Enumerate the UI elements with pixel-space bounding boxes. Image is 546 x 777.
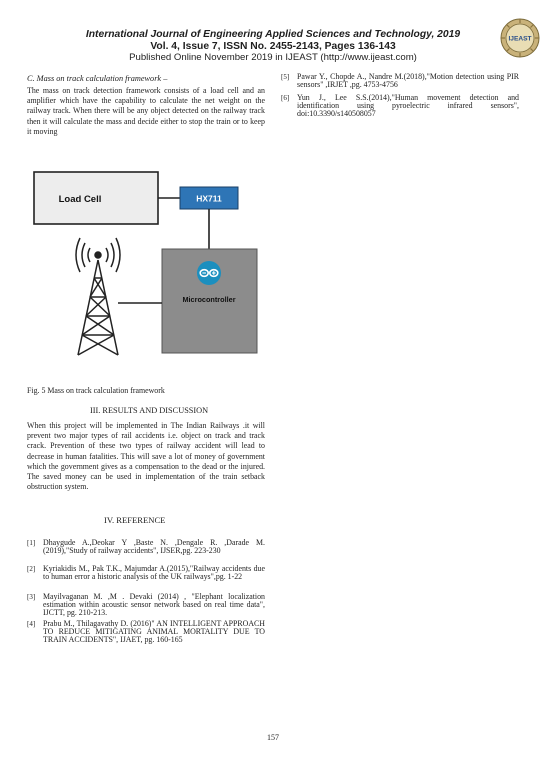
microcontroller-label: Microcontroller xyxy=(182,295,236,304)
journal-title: International Journal of Engineering Applied Sciences and Technology, 2019 xyxy=(85,29,461,40)
reference-item: [2] Kyriakidis M., Pak T.K., Majumdar A.(2015),"Railway accidents due to human error a historic analysis of the UK railways",pg. 1-22 xyxy=(27,564,265,582)
hx711-label: HX711 xyxy=(196,193,222,204)
reference-list-left xyxy=(27,539,265,654)
mass-framework-diagram xyxy=(20,160,270,370)
section-4-heading: IV. REFERENCE xyxy=(104,515,166,525)
journal-volume: Vol. 4, Issue 7, ISSN No. 2455-2143, Pages 136-143 xyxy=(150,41,396,52)
figure-caption: Fig. 5 Mass on track calculation framework xyxy=(27,386,165,395)
transmission-tower-icon xyxy=(76,238,120,355)
logo-text: IJEAST xyxy=(508,35,532,43)
journal-published: Published Online November 2019 in IJEAST (http://www.ijeast.com) xyxy=(129,52,417,63)
reference-item: [6] Yun J., Lee S.S.(2014),"Human movement detection and identification using pyroelectric infrared sensors", doi:10.3390/s140508057 xyxy=(281,93,519,119)
reference-item: [5] Pawar Y., Chopde A., Nandre M.(2018),"Motion detection using PIR sensors" ,IRJET ,pg. 4753-4756 xyxy=(281,72,519,90)
page-number: 157 xyxy=(267,733,279,742)
section-3-heading: III. RESULTS AND DISCUSSION xyxy=(90,406,209,415)
section-c-heading: C. Mass on track calculation framework – xyxy=(27,74,168,83)
section-c-body: The mass on track detection framework consists of a load cell and an amplifier which have the capability to calculate the net weight on the railway track. When there will be any object detected on the railway track then it will calculate the mass and decide either to stop the train or to keep it moving xyxy=(27,86,265,136)
reference-item: [3] Mayilvaganan M. ,M . Devaki (2014) , "Elephant localization estimation within acoustic sensor network based on real time data", IJCTT, pg. 210-213. xyxy=(27,592,265,618)
load-cell-label: Load Cell xyxy=(58,194,102,205)
ijeast-logo xyxy=(500,18,540,58)
reference-list-right xyxy=(281,73,519,120)
reference-item: [4] Prabu M., Thilagavathy D. (2016)" AN INTELLIGENT APPROACH TO REDUCE MITIGATING ANIMAL MORTALITY DUE TO TRAIN ACCIDENTS", IJAET, pg. 160-165 xyxy=(27,619,265,645)
section-3-body: When this project will be implemented in The Indian Railways .it will prevent two major types of rail accidents i.e. object on track and track crack. Prevention of these two types of railway accident will lead to decrease in human fatalities. This will save a lot of money of government which the government gives as a compensation to the dead or the injured. The saved money can be used in implementation of the train setback obstruction system. xyxy=(27,421,265,492)
reference-item: [1] Dhaygude A.,Deokar Y ,Baste N. ,Dengale R. ,Darade M.(2019),"Study of railway accidents", IJSER,pg. 223-230 xyxy=(27,538,265,556)
